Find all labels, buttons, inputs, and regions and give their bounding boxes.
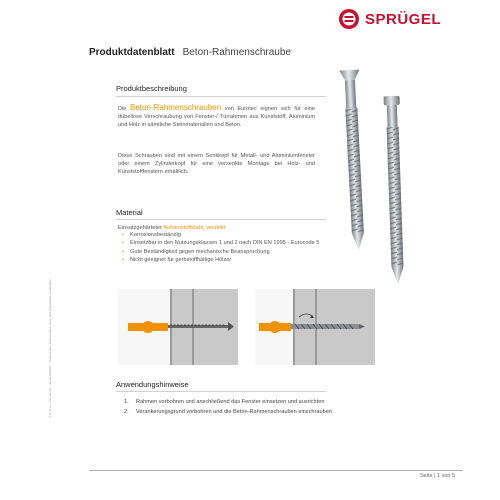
spruegel-logo-icon [338, 8, 360, 30]
usage-divider [116, 391, 326, 392]
description-heading: Produktbeschreibung [116, 84, 187, 93]
page-header [89, 47, 291, 58]
material-highlight: Kohlenstoffstahl, verzinkt [163, 225, 226, 231]
product-name-highlight: Beton-Rahmenschrauben [130, 103, 222, 112]
material-heading: Material [116, 208, 143, 217]
usage-step: 2. Verankerungsgrund vorbohren und die Beton-Rahmenschrauben einschrauben [124, 408, 332, 415]
description-paragraph-2: Diese Schrauben sind mit einem Senkkopf für Metall- und Aluminiumfenster oder einem Zylinderkopf für eine versenkte Montage bei Holz- und Kunststofffenstern erhältlich. [118, 153, 315, 176]
page-title: Produktdatenblatt [89, 47, 175, 58]
material-item: • Nicht geeignet für gerbstoffhaltige Hölzer [120, 256, 420, 264]
description-divider [116, 96, 326, 97]
footer-divider [89, 470, 463, 471]
legal-sidenote: © by E.u.r.o.Tec GmbH · Stand 06/2017 · Änderungen, Ergänzungen, Satz- und Druckfehler vorbehalten [48, 279, 52, 418]
material-item: • Gute Beständigkeit gegen mechanische Beanspruchung [120, 248, 420, 256]
usage-heading: Anwendungshinweise [116, 380, 189, 389]
installation-diagram-screwing [255, 289, 375, 365]
brand-logo [338, 8, 441, 30]
material-divider [116, 219, 326, 220]
usage-step: 1. Rahmen vorbohren und anschließend das Fenster einsetzen und ausrichten [124, 399, 325, 405]
material-item: • Einsetzbar in den Nutzungsklassen 1 und 2 nach DIN EN 1995 - Eurocode 5 [120, 239, 420, 247]
installation-diagram-drilling [118, 289, 238, 365]
page-subtitle: Beton-Rahmenschraube [182, 47, 291, 58]
material-list [120, 231, 420, 264]
material-intro: Einsatzgehärteter Kohlenstoffstahl, verzinkt [118, 225, 226, 231]
usage-steps [124, 398, 424, 417]
description-paragraph-1: Die Beton-Rahmenschrauben von Eurotec eignen sich für eine dübellose Verschraubung von Fenster-/ Türrahmen aus Kunststoff, Aluminium und Holz in sämtliche Steinmaterialien und Beton. [118, 103, 315, 129]
page-number: Seite | 1 von 5 [420, 473, 456, 479]
material-item: • Korrosionsbeständig [120, 231, 420, 239]
brand-name: SPRÜGEL [365, 10, 442, 28]
